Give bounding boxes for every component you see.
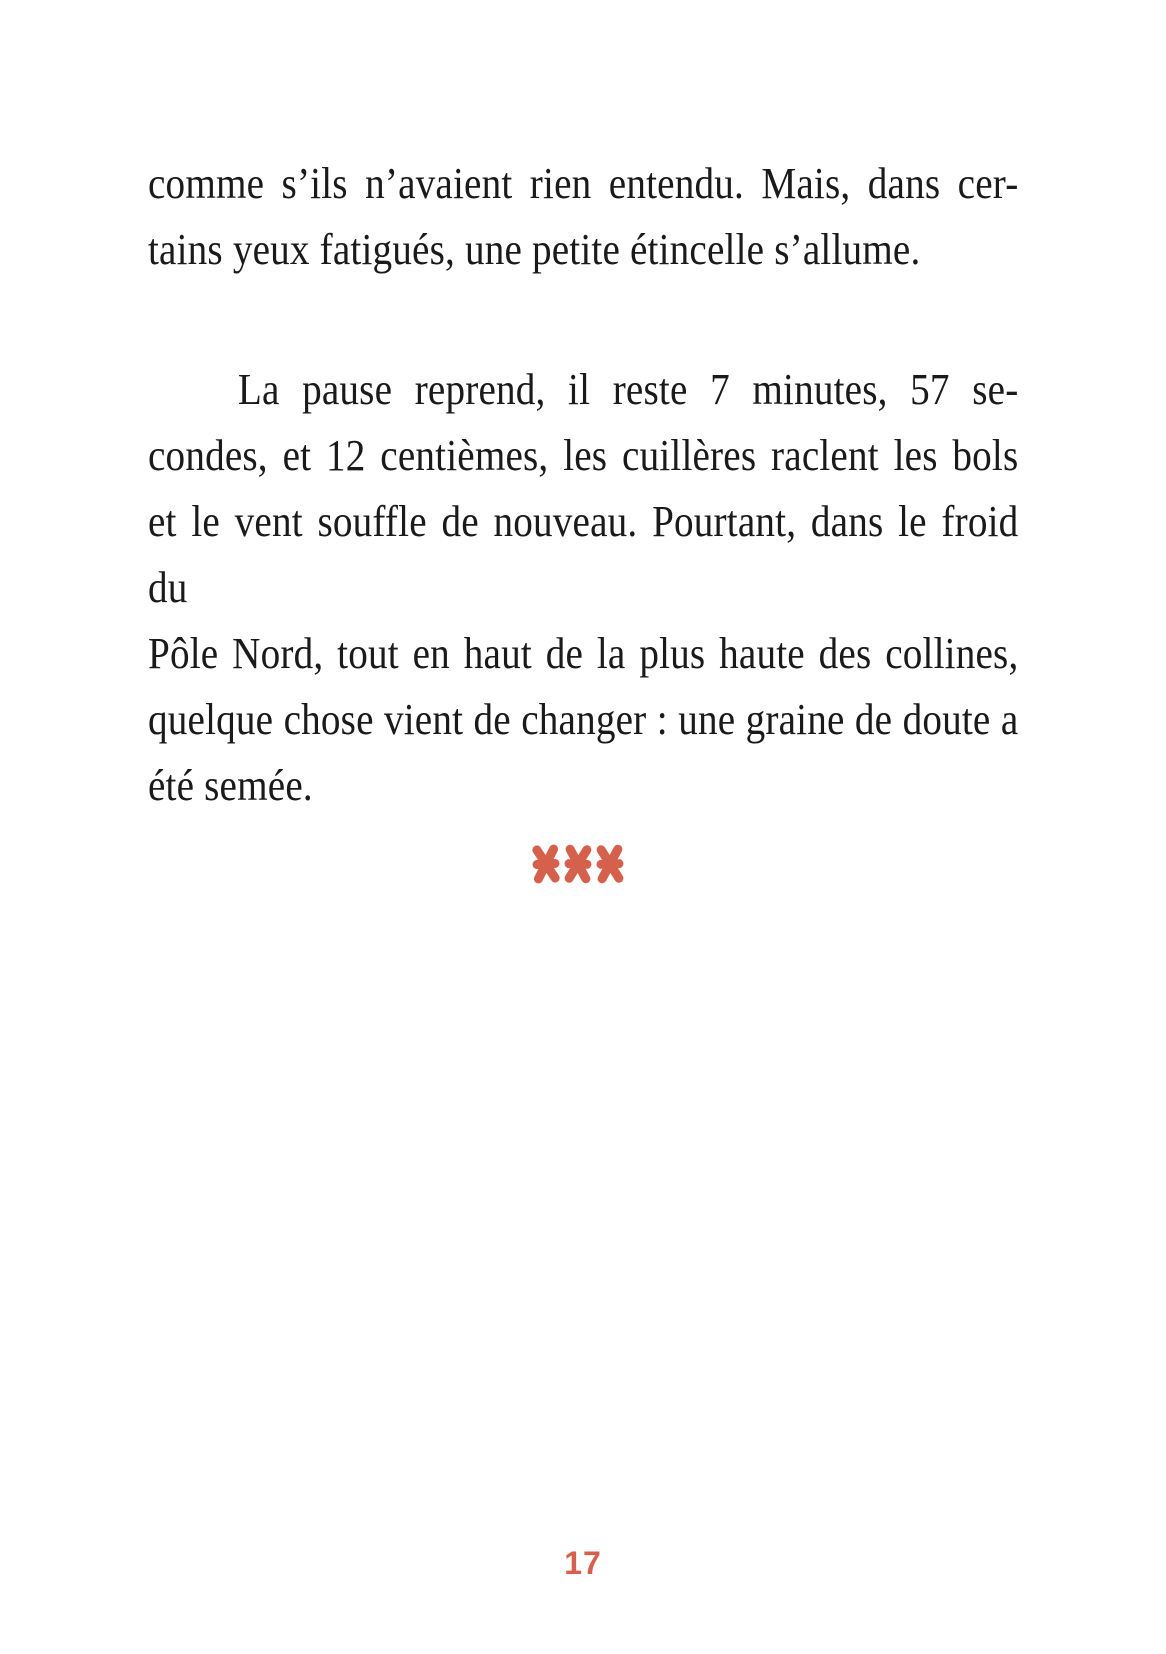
paragraph-2	[148, 357, 1018, 819]
text-line: comme s’ils n’avaient rien entendu. Mais, dans cer-	[148, 159, 1019, 208]
paragraph-1	[148, 151, 1018, 283]
asterisk-icon	[594, 839, 626, 888]
asterisk-icon	[562, 839, 594, 888]
text-line: et le vent souffle de nouveau. Pourtant, dans le froid du	[148, 497, 1019, 612]
asterisk-icon	[530, 839, 562, 889]
page-text	[148, 151, 1018, 819]
text-line: tains yeux fatigués, une petite étincelle s’allume.	[148, 225, 921, 274]
text-line: La pause reprend, il reste 7 minutes, 57 se-	[237, 365, 1019, 414]
text-line: été semée.	[148, 761, 313, 810]
text-line: Pôle Nord, tout en haut de la plus haute des collines,	[148, 629, 1019, 678]
text-line: condes, et 12 centièmes, les cuillères raclent les bols	[148, 431, 1019, 480]
page-number: 17	[564, 1545, 602, 1581]
section-separator	[0, 840, 1161, 888]
text-line: quelque chose vient de changer : une graine de doute a	[148, 695, 1019, 744]
